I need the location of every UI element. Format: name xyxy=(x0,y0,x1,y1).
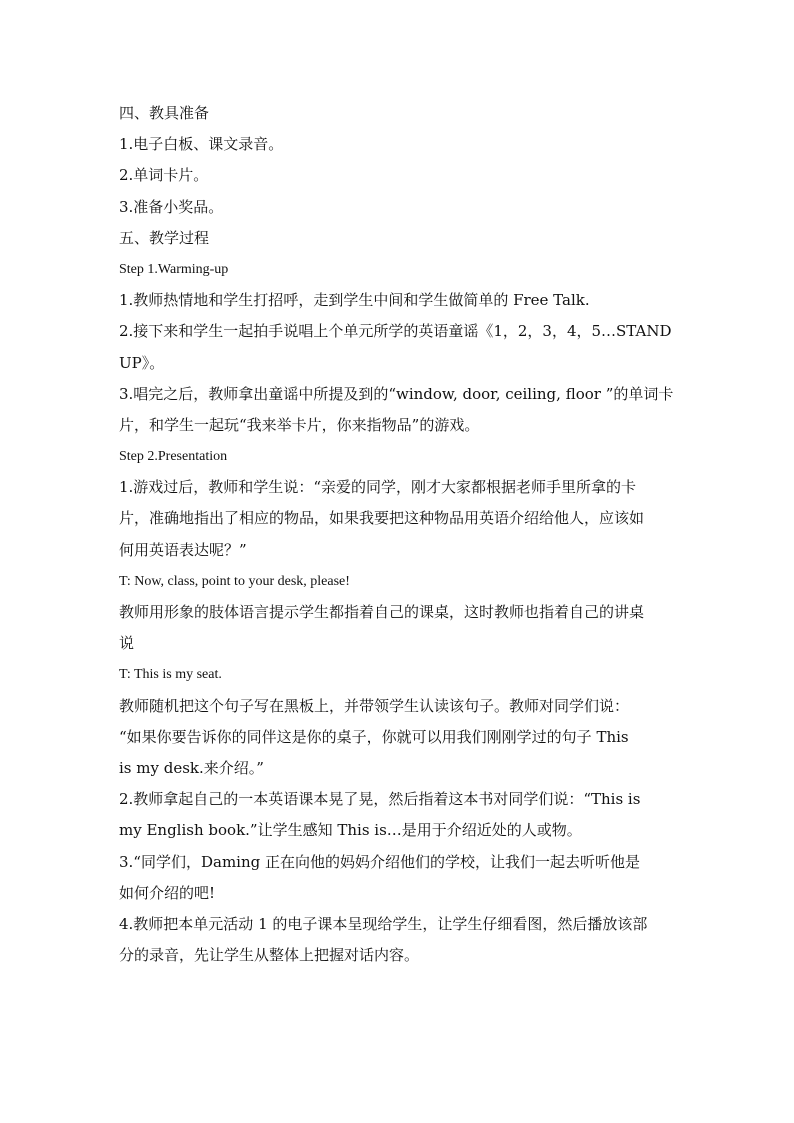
paragraph-line: 4.教师把本单元活动 1 的电子课本呈现给学生，让学生仔细看图，然后播放该部 xyxy=(119,914,648,933)
paragraph-line: 3.“同学们，Daming 正在向他的妈妈介绍他们的学校，让我们一起去听听他是 xyxy=(119,852,641,871)
paragraph-line: UP》。 xyxy=(119,353,165,372)
list-item: 3.准备小奖品。 xyxy=(119,197,224,216)
paragraph-line: 1.游戏过后，教师和学生说：“亲爱的同学，刚才大家都根据老师手里所拿的卡 xyxy=(119,478,636,497)
paragraph-line: 3.唱完之后，教师拿出童谣中所提及到的“window, door, ceiling, floor ”的单词卡 xyxy=(119,384,674,403)
paragraph-line: 教师用形象的肢体语言提示学生都指着自己的课桌，这时教师也指着自己的讲桌 xyxy=(119,603,645,621)
list-item: 2.单词卡片。 xyxy=(119,166,209,185)
teacher-dialogue-line: T: This is my seat. xyxy=(119,667,222,683)
paragraph-line: 片，准确地指出了相应的物品，如果我要把这种物品用英语介绍给他人，应该如 xyxy=(119,509,645,528)
document-body xyxy=(119,98,677,971)
paragraph-line: is my desk.来介绍。” xyxy=(119,758,264,777)
paragraph-line: 说 xyxy=(119,634,135,653)
paragraph-line: 如何介绍的吧! xyxy=(119,883,216,902)
step-heading-warming-up: Step 1.Warming-up xyxy=(119,261,229,277)
paragraph-line: 2.接下来和学生一起拍手说唱上个单元所学的英语童谣《1，2，3，4，5…STAND xyxy=(119,322,672,341)
paragraph-line: 片，和学生一起玩“我来举卡片，你来指物品”的游戏。 xyxy=(119,415,480,434)
paragraph-line: 2.教师拿起自己的一本英语课本晃了晃，然后指着这本书对同学们说：“This is xyxy=(119,790,641,809)
paragraph-line: 1.教师热情地和学生打招呼，走到学生中间和学生做简单的 Free Talk. xyxy=(119,291,590,310)
step-heading-presentation: Step 2.Presentation xyxy=(119,449,228,465)
paragraph-line: “如果你要告诉你的同伴这是你的桌子，你就可以用我们刚刚学过的句子 This xyxy=(119,727,629,746)
list-item: 1.电子白板、课文录音。 xyxy=(119,135,284,154)
teacher-dialogue-line: T: Now, class, point to your desk, please! xyxy=(119,573,350,589)
paragraph-line: 何用英语表达呢？” xyxy=(119,540,247,559)
section-heading-teaching-process: 五、教学过程 xyxy=(119,228,210,247)
paragraph-line: my English book.”让学生感知 This is…是用于介绍近处的人或物。 xyxy=(119,821,582,840)
paragraph-line: 教师随机把这个句子写在黑板上，并带领学生认读该句子。教师对同学们说： xyxy=(119,696,630,715)
section-heading-teaching-aids: 四、教具准备 xyxy=(119,104,210,122)
paragraph-line: 分的录音，先让学生从整体上把握对话内容。 xyxy=(119,946,420,965)
